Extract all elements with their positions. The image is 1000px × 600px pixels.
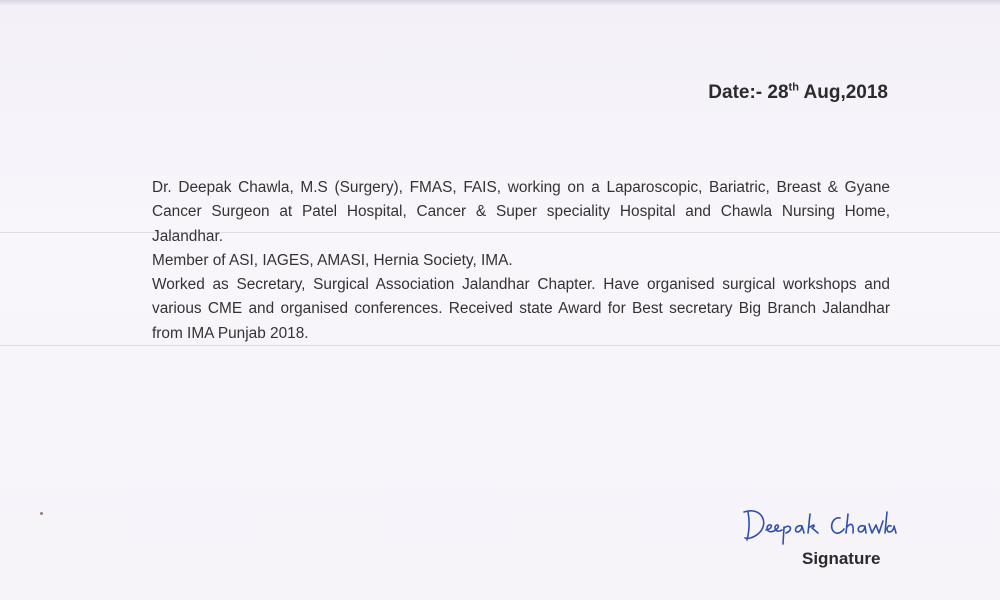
date-suffix: Aug,2018 bbox=[798, 82, 888, 103]
date-superscript: th bbox=[788, 81, 799, 94]
paper-speck bbox=[40, 512, 43, 515]
date-prefix: Date:- 28 bbox=[708, 82, 789, 103]
body-paragraph-memberships: Member of ASI, IAGES, AMASI, Hernia Society, IMA. bbox=[152, 251, 513, 269]
paper-top-shadow bbox=[0, 0, 1000, 6]
handwritten-signature bbox=[740, 500, 900, 546]
body-paragraph-work: Worked as Secretary, Surgical Association Jalandhar Chapter. Have organised surgical workshops and various CME and organised conferences. Received state Award for Best secretary Big Branch Jalandhar from IMA Punjab 2018. bbox=[152, 276, 890, 342]
signature-label: Signature bbox=[802, 549, 881, 568]
document-date bbox=[708, 82, 888, 104]
body-paragraph-qualifications: Dr. Deepak Chawla, M.S (Surgery), FMAS, FAIS, working on a Laparoscopic, Bariatric, Breast & Gyane Cancer Surgeon at Patel Hospital, Cancer & Super speciality Hospital and Chawla Nursing Home, Jalandhar. bbox=[152, 179, 890, 245]
document-body bbox=[152, 176, 890, 346]
